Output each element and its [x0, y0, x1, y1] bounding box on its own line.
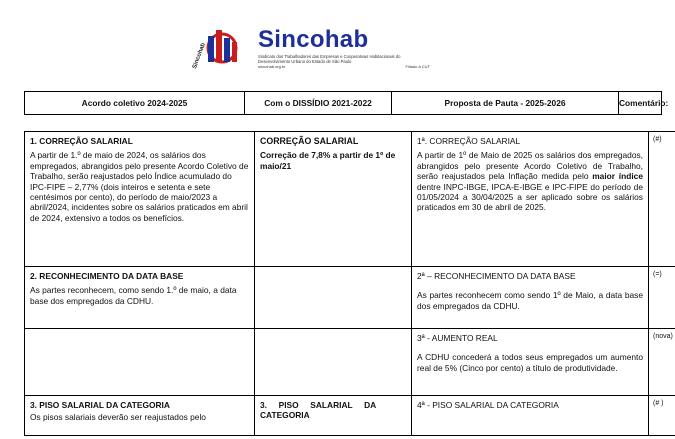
clause-text: A partir de 1.º de maio de 2024, os salários dos empregados, abrangidos pelo presente Acordo Coletivo de Trabalho, serão reajustados pelo Índice acumulado do IPC-FIPE – 2,77% (dois inteiros e setenta e sete centésimos por cento), do período de maio/2023 a abril/2024, incidentes sobre os salários praticados em abril de 2024, extensivo a todos os benefícios.	[30, 150, 249, 223]
clause-text: Correção de 7,8% a partir de 1º de maio/21	[260, 150, 396, 171]
clause-text: A CDHU concederá a todos seus empregados um aumento real de 5% (Cinco por cento) a título de produtividade.	[417, 352, 643, 373]
cell-dissidio	[255, 132, 412, 267]
cell-comentario: (nova)	[649, 329, 675, 396]
clause-text: A partir de 1º de Maio de 2025 os salários dos empregados, abrangidos pelo presente Acordo Coletivo de Trabalho, serão reajustados pela Inflação medida pelo maior índice dentre INPC-IBGE, IPCA-E-IBGE e IPC-FIPE do período de 01/05/2024 a 30/04/2025 a ser aplicado sobre os salários praticados em 30 de abril de 2025.	[417, 150, 643, 213]
logo-name: Sincohab	[258, 26, 369, 53]
logo-affiliation: Filiado à CUT	[405, 64, 430, 69]
cell-proposta	[412, 267, 649, 329]
clause-title: 2ª – RECONHECIMENTO DA DATA BASE	[417, 271, 576, 281]
logo-site: sincohab.org.br	[258, 64, 286, 69]
logo-subtitle: Sindicato dos Trabalhadores das Empresas e Cooperativas Habitacionais do Desenvolvimento Urbano do Estado de São Paulo	[258, 54, 401, 64]
cell-dissidio	[255, 396, 412, 436]
cell-comentario: (=)	[649, 267, 675, 329]
logo-side-text: Sincohab	[191, 42, 207, 70]
cell-dissidio	[255, 329, 412, 396]
table-row	[25, 329, 675, 396]
sincohab-logo	[186, 24, 436, 72]
clause-title: CORREÇÃO SALARIAL	[260, 136, 359, 146]
cell-dissidio	[255, 267, 412, 329]
header-col-comentario: Comentário:	[619, 92, 662, 115]
table-row	[25, 267, 675, 329]
table-row	[25, 132, 675, 267]
clause-text: Os pisos salariais deverão ser reajustados pelo	[30, 412, 206, 423]
cell-acordo	[25, 396, 255, 436]
cell-proposta	[412, 396, 649, 436]
clause-title: 3. PISO SALARIAL DA CATEGORIA	[30, 400, 170, 410]
clause-title: 3. PISO SALARIAL DA CATEGORIA	[260, 400, 379, 421]
clause-text: As partes reconhecem como sendo 1º de Maio, a data base dos empregados da CDHU.	[417, 290, 643, 311]
table-row	[25, 396, 675, 436]
cell-acordo	[25, 267, 255, 329]
cell-comentario: (#)	[649, 132, 675, 267]
clause-title: 1. CORREÇÃO SALARIAL	[30, 136, 133, 146]
cell-acordo	[25, 329, 255, 396]
cell-proposta	[412, 132, 649, 267]
cell-comentario: (# )	[649, 396, 675, 436]
cell-acordo	[25, 132, 255, 267]
header-col-acordo: Acordo coletivo 2024-2025	[25, 92, 245, 115]
clause-title: 2. RECONHECIMENTO DA DATA BASE	[30, 271, 184, 281]
clause-title: 1ª. CORREÇÃO SALARIAL	[417, 136, 521, 146]
header-table	[24, 91, 669, 115]
clause-title: 4ª - PISO SALARIAL DA CATEGORIA	[417, 400, 559, 410]
clause-text: As partes reconhecem, como sendo 1.º de maio, a data base dos empregados da CDHU.	[30, 285, 237, 306]
sincohab-logo-mark-icon	[186, 26, 250, 70]
clause-title: 3ª - AUMENTO REAL	[417, 333, 498, 343]
clauses-table	[24, 131, 675, 436]
header-col-proposta: Proposta de Pauta - 2025-2026	[392, 92, 619, 115]
header-col-dissidio: Com o DISSÍDIO 2021-2022	[245, 92, 392, 115]
cell-proposta	[412, 329, 649, 396]
